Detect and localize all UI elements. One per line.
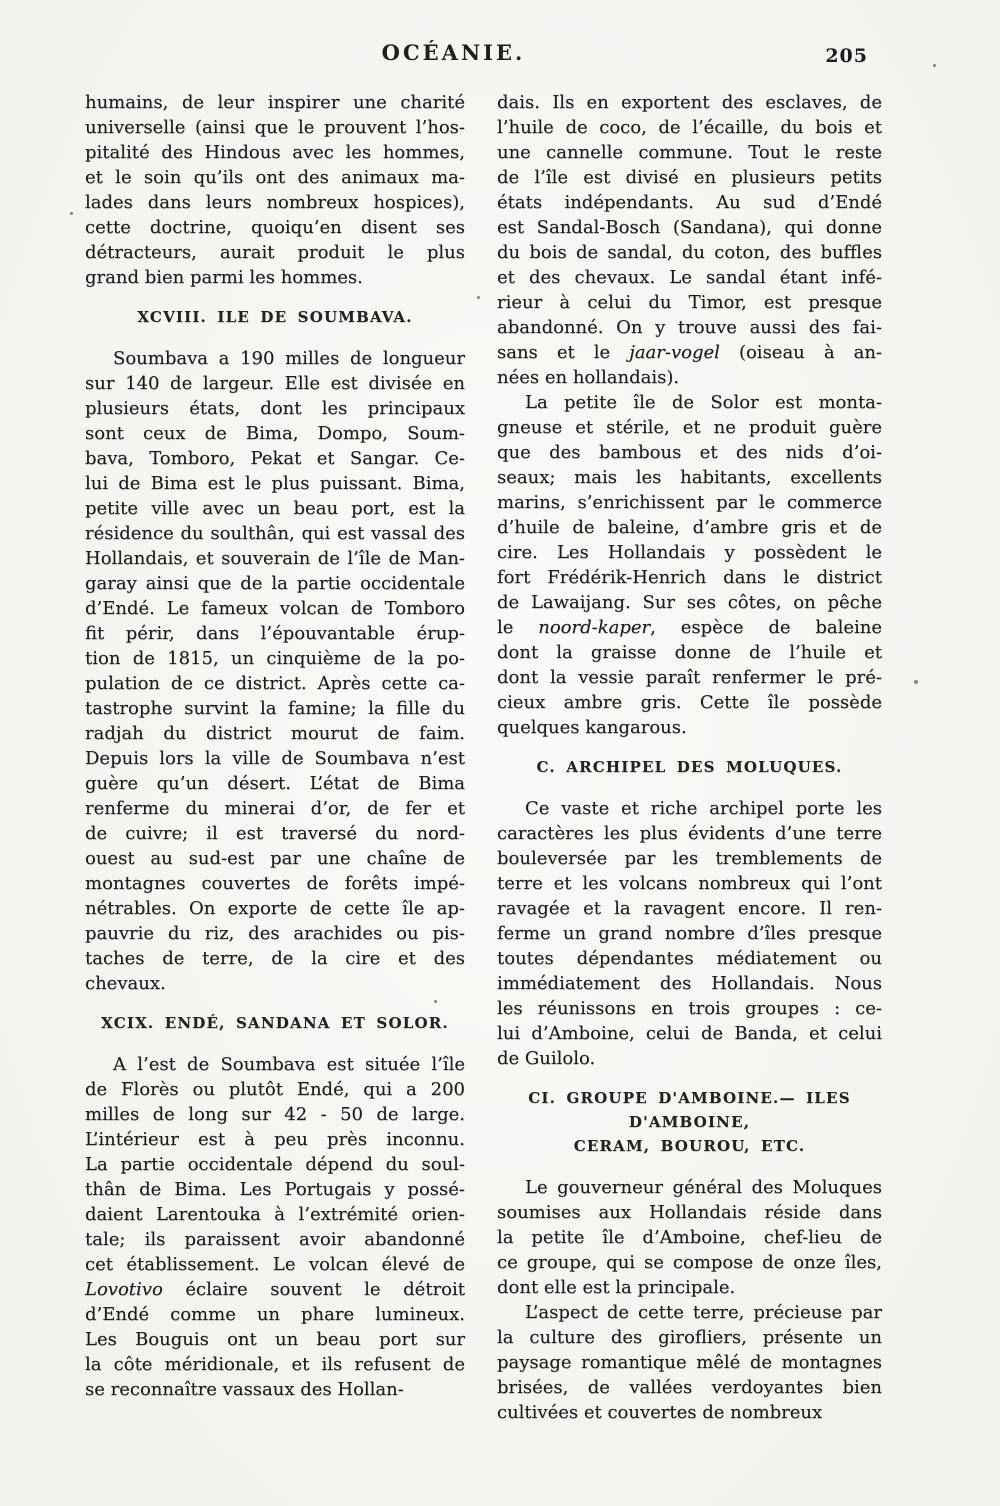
scan-speck <box>434 1000 437 1003</box>
text-line: sans et le jaar-vogel (oiseau à an- <box>497 342 882 363</box>
text-line: soumises aux Hollandais réside dans <box>497 1202 882 1223</box>
text-line: de Florès ou plutôt Endé, qui a 200 <box>85 1079 465 1100</box>
text-line: La petite île de Solor est monta- <box>525 392 882 413</box>
text-line: états indépendants. Au sud d’Endé <box>497 192 882 213</box>
text-line: du bois de sandal, du coton, des buffles <box>497 242 882 263</box>
heading-line: C. ARCHIPEL DES MOLUQUES. <box>536 758 843 776</box>
page-number: 205 <box>825 45 868 67</box>
text-line: terre et les volcans nombreux qui l’ont <box>497 873 882 894</box>
text-line: résidence du soulthân, qui est vassal des <box>85 523 465 544</box>
text-line: fit périr, dans l’épouvantable érup- <box>85 623 465 644</box>
text-line: quelques kangarous. <box>497 717 687 738</box>
section-heading <box>497 755 882 779</box>
text-line: détracteurs, aurait produit le plus <box>85 242 465 263</box>
scan-speck <box>933 64 936 67</box>
text-line: fort Frédérik-Henrich dans le district <box>497 567 882 588</box>
text-line: la culture des girofliers, présente un <box>497 1327 882 1348</box>
text-line: Hollandais, et souverain de l’île de Man- <box>85 548 465 569</box>
text-line: lui de Bima est le plus puissant. Bima, <box>85 473 465 494</box>
text-line: gneuse et stérile, et ne produit guère <box>497 417 882 438</box>
text-line: pitalité des Hindous avec les hommes, <box>85 142 465 163</box>
text-line: L’aspect de cette terre, précieuse par <box>525 1302 882 1323</box>
text-line: renferme du minerai d’or, de fer et <box>85 798 465 819</box>
text-line: bouleversée par les tremblements de <box>497 848 882 869</box>
text-line: seaux; mais les habitants, excellents <box>497 467 882 488</box>
text-line: d’huile de baleine, d’ambre gris et de <box>497 517 882 538</box>
text-line: Les Bouguis ont un beau port sur <box>85 1329 465 1350</box>
text-line: les réunissons en trois groupes : ce- <box>497 998 882 1019</box>
text-line: pauvrie du riz, des arachides ou pis- <box>85 923 465 944</box>
text-line: montagnes couvertes de forêts impé- <box>85 873 465 894</box>
text-line: de Guilolo. <box>497 1048 596 1069</box>
text-line: ce groupe, qui se compose de onze îles, <box>497 1252 882 1273</box>
text-line: pulation de ce district. Après cette ca- <box>85 673 465 694</box>
text-line: rieur à celui du Timor, est presque <box>497 292 882 313</box>
column-left <box>85 90 465 1402</box>
text-line: une cannelle commune. Tout le reste <box>497 142 882 163</box>
text-line: nétrables. On exporte de cette île ap- <box>85 898 465 919</box>
paragraph <box>85 346 465 996</box>
text-line: lui d’Amboine, celui de Banda, et celui <box>497 1023 882 1044</box>
text-line: sur 140 de largeur. Elle est divisée en <box>85 373 465 394</box>
text-line: radjah du district mourut de faim. <box>85 723 465 744</box>
paragraph <box>85 90 465 290</box>
text-line: cette doctrine, quoiqu’en disent ses <box>85 217 465 238</box>
text-line: la côte méridionale, et ils refusent de <box>85 1354 465 1375</box>
text-line: d’Endé comme un phare lumineux. <box>85 1304 465 1325</box>
text-line: ravagée et la ravagent encore. Il ren- <box>497 898 882 919</box>
text-line: petite ville avec un beau port, est la <box>85 498 465 519</box>
text-line: tastrophe survint la famine; la fille du <box>85 698 465 719</box>
text-line: La partie occidentale dépend du soul- <box>85 1154 465 1175</box>
text-line: paysage romantique mêlé de montagnes <box>497 1352 882 1373</box>
text-line: A l’est de Soumbava est située l’île <box>113 1054 465 1075</box>
text-line: sont ceux de Bima, Dompo, Soum- <box>85 423 465 444</box>
text-line: caractères les plus évidents d’une terre <box>497 823 882 844</box>
text-line: brisées, de vallées verdoyantes bien <box>497 1377 882 1398</box>
paragraph <box>497 1300 882 1425</box>
text-line: taches de terre, de la cire et des <box>85 948 465 969</box>
text-line: de cuivre; il est traversé du nord- <box>85 823 465 844</box>
section-heading <box>85 1011 465 1035</box>
section-heading <box>497 1086 882 1158</box>
text-line: guère qu’un désert. L’état de Bima <box>85 773 465 794</box>
text-line: est Sandal-Bosch (Sandana), qui donne <box>497 217 882 238</box>
paragraph <box>497 1175 882 1300</box>
text-line: dont elle est la principale. <box>497 1277 736 1298</box>
text-line: abandonné. On y trouve aussi des fai- <box>497 317 882 338</box>
text-line: universelle (ainsi que le prouvent l’hos- <box>85 117 465 138</box>
text-line: Ce vaste et riche archipel porte les <box>525 798 882 819</box>
text-line: cet établissement. Le volcan élevé de <box>85 1254 465 1275</box>
text-line: de l’île est divisé en plusieurs petits <box>497 167 882 188</box>
scan-speck <box>914 680 918 684</box>
text-line: Lovotivo éclaire souvent le détroit <box>85 1279 465 1300</box>
paragraph <box>497 90 882 390</box>
text-line: l’huile de coco, de l’écaille, du bois et <box>497 117 882 138</box>
paragraph <box>85 1052 465 1402</box>
text-line: Depuis lors la ville de Soumbava n’est <box>85 748 465 769</box>
text-line: la petite île d’Amboine, chef-lieu de <box>497 1227 882 1248</box>
text-line: dont la graisse donne de l’huile et <box>497 642 882 663</box>
text-line: que des bambous et des nids d’oi- <box>497 442 882 463</box>
text-line: milles de long sur 42 - 50 de large. <box>85 1104 465 1125</box>
text-line: garay ainsi que de la partie occidentale <box>85 573 465 594</box>
text-line: ouest au sud-est par une chaîne de <box>85 848 465 869</box>
text-line: ferme un grand nombre d’îles presque <box>497 923 882 944</box>
page-title: OCÉANIE. <box>381 40 526 65</box>
text-line: le noord-kaper, espèce de baleine <box>497 617 882 638</box>
text-line: toutes dépendantes médiatement ou <box>497 948 882 969</box>
heading-line: XCVIII. ILE DE SOUMBAVA. <box>137 308 413 326</box>
text-line: daient Larentouka à l’extrémité orien- <box>85 1204 465 1225</box>
text-line: d’Endé. Le fameux volcan de Tomboro <box>85 598 465 619</box>
text-line: lades dans leurs nombreux hospices), <box>85 192 465 213</box>
text-line: plusieurs états, dont les principaux <box>85 398 465 419</box>
heading-line: CERAM, BOUROU, ETC. <box>573 1137 806 1155</box>
text-line: et le soin qu’ils ont des animaux ma- <box>85 167 465 188</box>
page-content <box>85 40 882 1425</box>
text-line: de Lawaijang. Sur ses côtes, on pêche <box>497 592 882 613</box>
text-line: marins, s’enrichissent par le commerce <box>497 492 882 513</box>
text-line: et des chevaux. Le sandal étant infé- <box>497 267 882 288</box>
scan-speck <box>70 212 73 215</box>
text-columns <box>85 90 882 1425</box>
text-line: chevaux. <box>85 973 166 994</box>
text-line: cieux ambre gris. Cette île possède <box>497 692 882 713</box>
column-right <box>497 90 882 1425</box>
text-line: cultivées et couvertes de nombreux <box>497 1402 823 1423</box>
running-head <box>85 40 882 74</box>
text-line: nées en hollandais). <box>497 367 680 388</box>
paragraph <box>497 390 882 740</box>
text-line: grand bien parmi les hommes. <box>85 267 363 288</box>
text-line: bava, Tomboro, Pekat et Sangar. Ce- <box>85 448 465 469</box>
text-line: se reconnaître vassaux des Hollan- <box>85 1379 404 1400</box>
scan-speck <box>477 296 480 299</box>
text-line: Soumbava a 190 milles de longueur <box>113 348 465 369</box>
text-line: humains, de leur inspirer une charité <box>85 92 465 113</box>
text-line: dais. Ils en exportent des esclaves, de <box>497 92 882 113</box>
text-line: thân de Bima. Les Portugais y possé- <box>85 1179 465 1200</box>
text-line: immédiatement des Hollandais. Nous <box>497 973 882 994</box>
text-line: dont la vessie paraît renfermer le pré- <box>497 667 882 688</box>
text-line: tion de 1815, un cinquième de la po- <box>85 648 465 669</box>
text-line: L’intérieur est à peu près inconnu. <box>85 1129 465 1150</box>
heading-line: CI. GROUPE D'AMBOINE.— ILES D'AMBOINE, <box>528 1089 851 1131</box>
text-line: Le gouverneur général des Moluques <box>525 1177 882 1198</box>
heading-line: XCIX. ENDÉ, SANDANA ET SOLOR. <box>101 1014 449 1032</box>
text-line: tale; ils paraissent avoir abandonné <box>85 1229 465 1250</box>
paragraph <box>497 796 882 1071</box>
text-line: cire. Les Hollandais y possèdent le <box>497 542 882 563</box>
section-heading <box>85 305 465 329</box>
